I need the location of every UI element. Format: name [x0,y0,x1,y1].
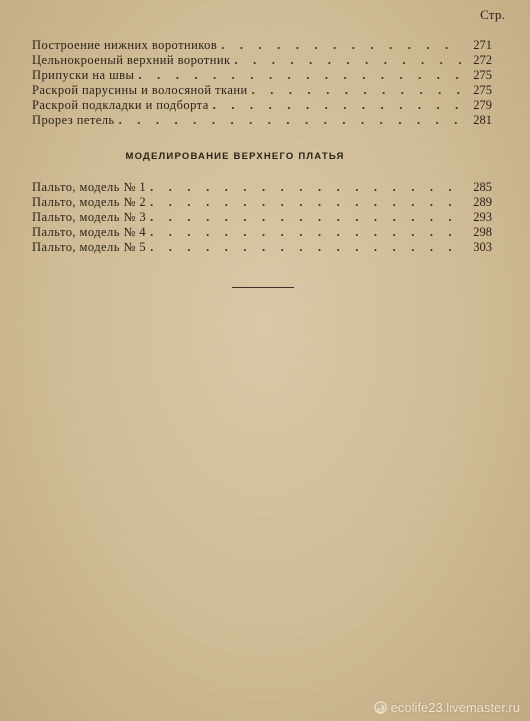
section-heading [0,151,530,162]
dot-leader [150,195,462,210]
toc-entry-page: 272 [473,53,492,67]
toc-entry-page: 289 [473,195,492,209]
section-heading-text: МОДЕЛИРОВАНИЕ ВЕРХНЕГО ПЛАТЬЯ [125,151,345,162]
dot-leader [150,180,462,195]
toc-entry-page: 293 [473,210,492,224]
toc-entry-title: Прорез петель [32,113,115,127]
toc-entry-title: Построение нижних воротников [32,38,218,52]
toc-entry [32,98,492,113]
toc-section-2 [32,180,492,255]
page-header: Стр. [480,7,505,22]
dot-leader [213,98,462,113]
toc-entry-title: Припуски на швы [32,68,135,82]
watermark-text: ecolife23.livemaster.ru [390,700,520,715]
toc-entry-page: 298 [473,225,492,239]
toc-entry [32,195,492,210]
dot-leader [150,210,462,225]
toc-entry-title: Пальто, модель № 4 [32,225,147,239]
toc-entry-page: 303 [473,240,492,254]
dot-leader [252,83,462,98]
dot-leader [119,113,462,128]
toc-entry-title: Пальто, модель № 3 [32,210,147,224]
toc-entry-title: Раскрой подкладки и подборта [32,98,209,112]
toc-entry [32,53,492,68]
toc-entry [32,210,492,225]
dot-leader [150,225,462,240]
toc-entry-page: 281 [473,113,492,127]
toc-entry-title: Пальто, модель № 2 [32,195,147,209]
toc-entry-page: 271 [473,38,492,52]
toc-entry [32,240,492,255]
toc-entry-title: Пальто, модель № 5 [32,240,147,254]
toc-entry-page: 275 [473,68,492,82]
toc-entry [32,83,492,98]
spiral-logo-icon [374,701,387,714]
toc-entry-page: 285 [473,180,492,194]
toc-entry [32,113,492,128]
dot-leader [235,53,462,68]
toc-entry [32,68,492,83]
toc-entry-title: Пальто, модель № 1 [32,180,147,194]
toc-entry-title: Раскрой парусины и волосяной ткани [32,83,248,97]
toc-entry-title: Цельнокроеный верхний воротник [32,53,231,67]
toc-entry [32,38,492,53]
dot-leader [138,68,462,83]
section-divider [232,287,294,288]
dot-leader [150,240,462,255]
toc-entry [32,225,492,240]
toc-entry-page: 275 [473,83,492,97]
toc-entry-page: 279 [473,98,492,112]
watermark [374,700,520,715]
dot-leader [221,38,462,53]
toc-entry [32,180,492,195]
toc-section-1 [32,38,492,128]
